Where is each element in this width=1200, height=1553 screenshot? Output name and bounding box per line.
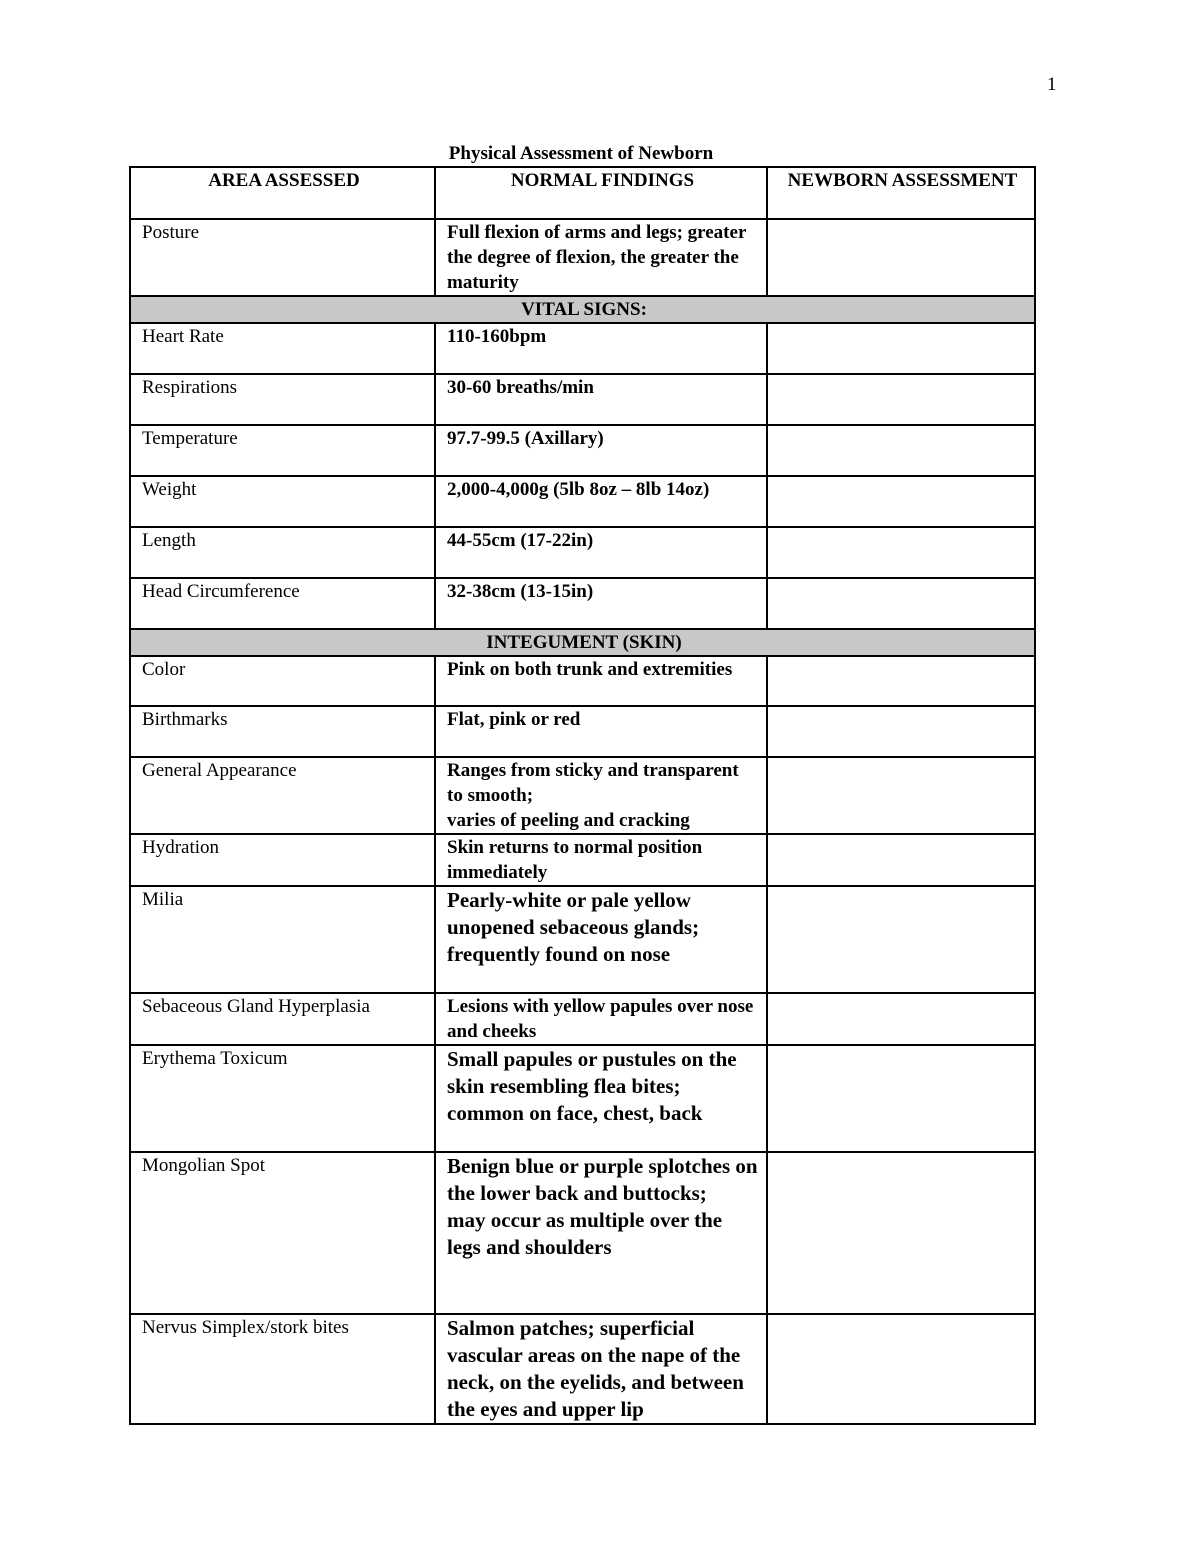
area-cell: Mongolian Spot [130,1152,435,1314]
assessment-cell[interactable] [767,578,1035,629]
header-area-assessed: AREA ASSESSED [130,167,435,219]
finding-cell: 44-55cm (17-22in) [435,527,767,578]
finding-cell: Salmon patches; superficial vascular areas on the nape of the neck, on the eyelids, and between the eyes and upper lip [435,1314,767,1424]
finding-cell: Pearly-white or pale yellow unopened sebaceous glands; frequently found on nose [435,886,767,993]
finding-cell: Full flexion of arms and legs; greater the degree of flexion, the greater the maturity [435,219,767,296]
table-row [130,886,1035,993]
area-cell: Weight [130,476,435,527]
finding-cell: 32-38cm (13-15in) [435,578,767,629]
assessment-cell[interactable] [767,1045,1035,1152]
area-cell: Hydration [130,834,435,886]
section-row-vital-signs [130,296,1035,323]
table-row [130,1314,1035,1424]
finding-line: varies of peeling and cracking [447,810,690,831]
table-row [130,323,1035,374]
finding-line: Benign blue or purple splotches on the lower back and buttocks; [447,1154,758,1205]
table-row [130,1045,1035,1152]
finding-cell: Pink on both trunk and extremities [435,656,767,706]
area-cell: Sebaceous Gland Hyperplasia [130,993,435,1045]
section-title: INTEGUMENT (SKIN) [130,629,1035,656]
assessment-cell[interactable] [767,219,1035,296]
finding-cell [435,757,767,834]
table-row [130,993,1035,1045]
finding-line: may occur as multiple over the legs and shoulders [447,1208,723,1259]
table-row [130,476,1035,527]
header-normal-findings: NORMAL FINDINGS [435,167,767,219]
table-row [130,1152,1035,1314]
finding-line: Ranges from sticky and transparent to smooth; [447,760,739,806]
area-cell: Heart Rate [130,323,435,374]
table-row [130,527,1035,578]
table-row [130,578,1035,629]
area-cell: Posture [130,219,435,296]
table-header-row [130,167,1035,219]
table-row [130,374,1035,425]
finding-cell: 97.7-99.5 (Axillary) [435,425,767,476]
area-cell: Length [130,527,435,578]
finding-cell: 30-60 breaths/min [435,374,767,425]
finding-cell: Small papules or pustules on the skin resembling flea bites; common on face, chest, back [435,1045,767,1152]
assessment-cell[interactable] [767,886,1035,993]
finding-cell: Skin returns to normal position immediately [435,834,767,886]
assessment-cell[interactable] [767,1152,1035,1314]
finding-cell: 2,000-4,000g (5lb 8oz – 8lb 14oz) [435,476,767,527]
table-row [130,834,1035,886]
assessment-cell[interactable] [767,757,1035,834]
finding-cell [435,1152,767,1314]
area-cell: Respirations [130,374,435,425]
document-title: Physical Assessment of Newborn [448,143,714,164]
assessment-cell[interactable] [767,706,1035,757]
area-cell: Erythema Toxicum [130,1045,435,1152]
header-newborn-assessment: NEWBORN ASSESSMENT [767,167,1035,219]
area-cell: Nervus Simplex/stork bites [130,1314,435,1424]
assessment-cell[interactable] [767,1314,1035,1424]
table-row [130,706,1035,757]
assessment-cell[interactable] [767,323,1035,374]
section-row-integument [130,629,1035,656]
assessment-cell[interactable] [767,374,1035,425]
area-cell: Milia [130,886,435,993]
section-title: VITAL SIGNS: [130,296,1035,323]
area-cell: Head Circumference [130,578,435,629]
table-row [130,656,1035,706]
assessment-cell[interactable] [767,527,1035,578]
area-cell: Temperature [130,425,435,476]
table-row [130,757,1035,834]
assessment-cell[interactable] [767,993,1035,1045]
assessment-cell[interactable] [767,656,1035,706]
assessment-cell[interactable] [767,834,1035,886]
area-cell: Birthmarks [130,706,435,757]
table-row [130,425,1035,476]
assessment-cell[interactable] [767,476,1035,527]
area-cell: Color [130,656,435,706]
area-cell: General Appearance [130,757,435,834]
finding-cell: 110-160bpm [435,323,767,374]
finding-cell: Lesions with yellow papules over nose and cheeks [435,993,767,1045]
table-row [130,219,1035,296]
finding-cell: Flat, pink or red [435,706,767,757]
assessment-cell[interactable] [767,425,1035,476]
page-number: 1 [1047,74,1057,95]
assessment-table [129,166,1036,1425]
